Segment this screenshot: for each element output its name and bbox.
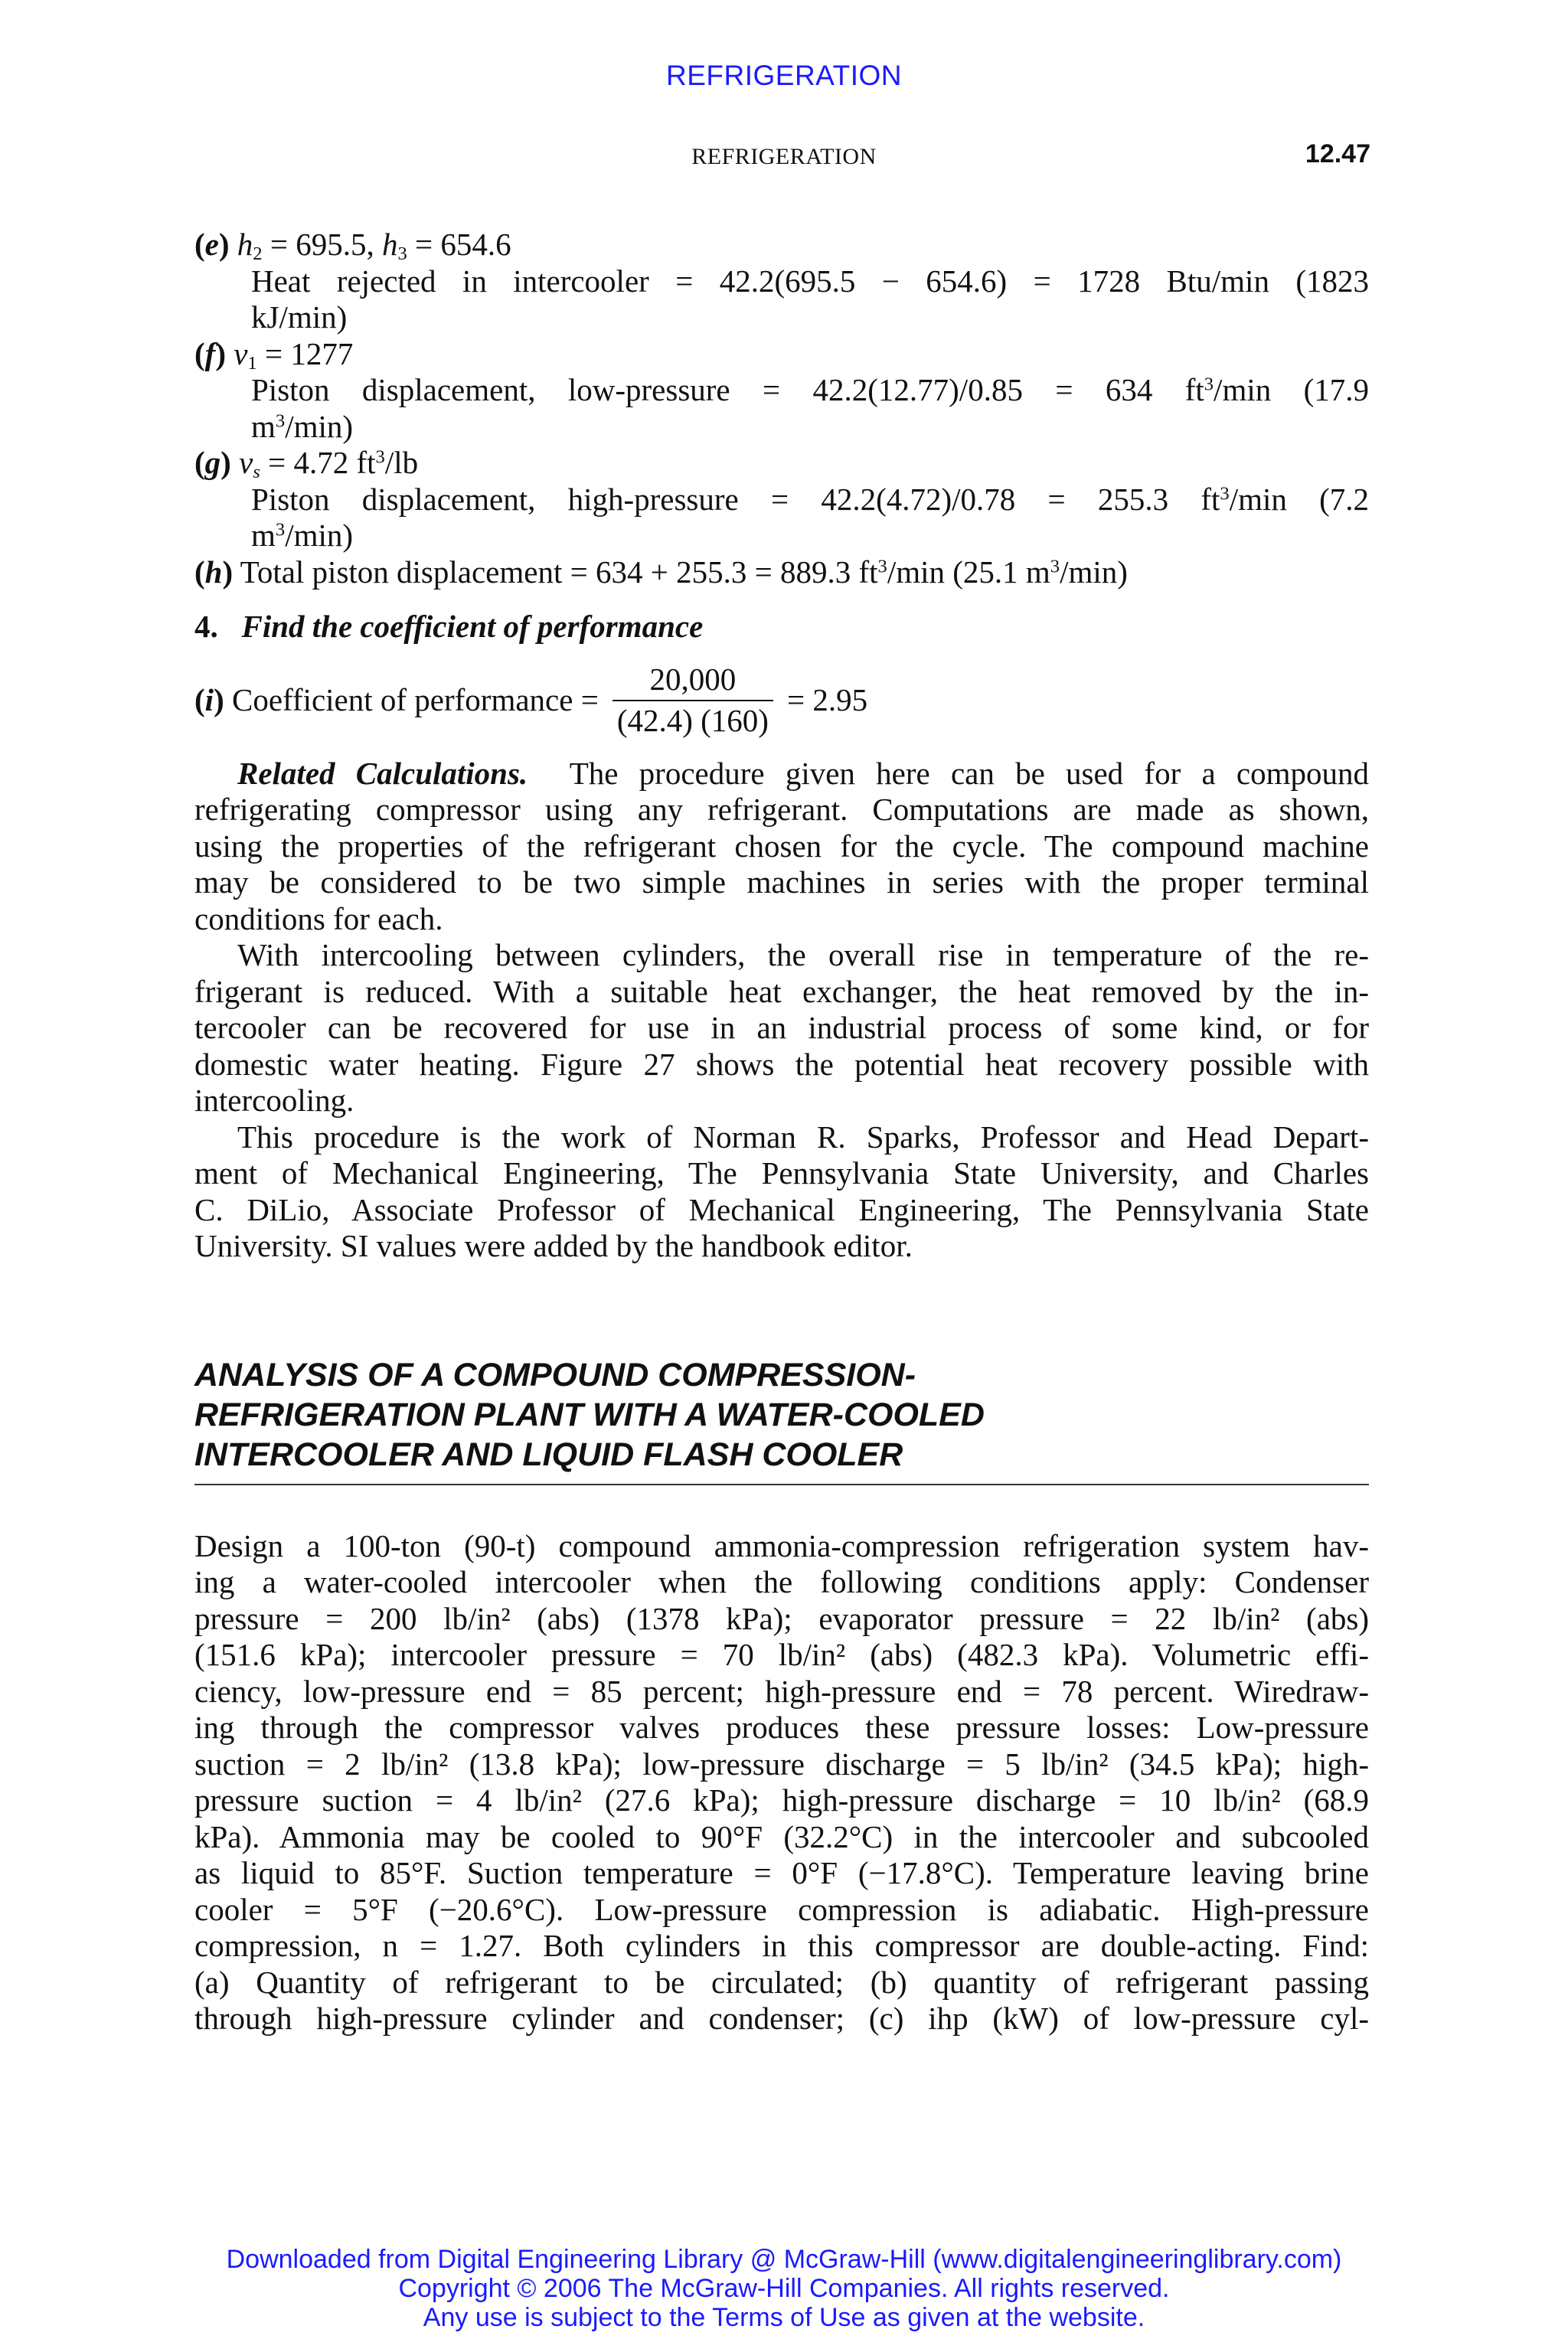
body-line: through high-pressure cylinder and condenser; (c) ihp (kW) of low-pressure cyl- (194, 2001, 1369, 2036)
related-p3-line: C. DiLio, Associate Professor of Mechanical Engineering, The Pennsylvania State (194, 1191, 1369, 1227)
footer-download-link[interactable]: Downloaded from Digital Engineering Library @ McGraw-Hill (www.digitalengineeringlibrary.com) (226, 2245, 1342, 2274)
step-g-line1: Piston displacement, high-pressure = 42.2(4.72)/0.78 = 255.3 $ft^3/\min$ (7.2 (251, 481, 1369, 517)
body-line: (151.6 kPa); intercooler pressure = 70 lb/in² (abs) (482.3 kPa). Volumetric effi- (194, 1637, 1369, 1672)
step-e-line2: kJ/min) (251, 299, 348, 335)
running-head: REFRIGERATION (691, 144, 877, 169)
section-title-line: INTERCOOLER AND LIQUID FLASH COOLER (194, 1436, 903, 1473)
related-p2-line: tercooler can be recovered for use in an industrial process of some kind, or for (194, 1010, 1369, 1045)
step-label: (h) (194, 554, 234, 590)
related-p3-line: University. SI values were added by the handbook editor. (194, 1228, 913, 1263)
body-line: compression, n = 1.27. Both cylinders in this compressor are double-acting. Find: (194, 1928, 1369, 1963)
related-p3-line: This procedure is the work of Norman R. Sparks, Professor and Head Depart- (237, 1119, 1369, 1155)
step-e-header: (e) $h_2 = 695.5$, $h_3 = 654.6$ (194, 227, 511, 265)
step-e-line1: Heat rejected in intercooler = 42.2(695.5 − 654.6) = 1728 Btu/min (1823 (251, 263, 1369, 299)
body-line: as liquid to 85°F. Suction temperature = 0°F (−17.8°C). Temperature leaving brine (194, 1855, 1369, 1890)
body-line: Design a 100-ton (90-t) compound ammonia-compression refrigeration system hav- (194, 1527, 1369, 1563)
footer (0, 2245, 1568, 2332)
body-line: pressure suction = 4 lb/in² (27.6 kPa); high-pressure discharge = 10 lb/in² (68.9 (194, 1782, 1369, 1818)
related-p1-line: using the properties of the refrigerant chosen for the cycle. The compound machine (194, 828, 1369, 864)
step-i: (i) Coefficient of performance = $\frac{20,000}{(42.4) (160)}$ = 2.95 (194, 662, 868, 738)
body-line: pressure = 200 lb/in² (abs) (1378 kPa); evaporator pressure = 22 lb/in² (abs) (194, 1600, 1369, 1636)
body-line: kPa). Ammonia may be cooled to 90°F (32.2°C) in the intercooler and subcooled (194, 1818, 1369, 1854)
related-heading: Related Calculations. (237, 755, 528, 791)
related-p1-line: conditions for each. (194, 900, 443, 936)
step-h: (h) Total piston displacement = 634 + 255.3 = 889.3 $ft^3/\min$ (25.1 $m^3/\min$) (194, 554, 1128, 590)
body-line: ing through the compressor valves produces these pressure losses: Low-pressure (194, 1710, 1369, 1745)
step-4-heading: 4. Find the coefficient of performance (194, 609, 704, 644)
step-label: (i) (194, 681, 224, 717)
step-g-line2: $m^3/\min$) (251, 518, 354, 553)
related-p2-line: intercooling. (194, 1083, 354, 1118)
body-line: (a) Quantity of refrigerant to be circulated; (b) quantity of refrigerant passing (194, 1964, 1369, 2000)
section-title (194, 1355, 1369, 1485)
related-p3-line: ment of Mechanical Engineering, The Pennsylvania State University, and Charles (194, 1155, 1369, 1191)
body-line: cooler = 5°F (−20.6°C). Low-pressure compression is adiabatic. High-pressure (194, 1891, 1369, 1927)
step-f-line2: $m^3/\min$) (251, 408, 354, 444)
step-f-line1: Piston displacement, low-pressure = 42.2(12.77)/0.85 = 634 $ft^3/\min$ (17.9 (251, 372, 1370, 407)
related-p1-line: refrigerating compressor using any refrigerant. Computations are made as shown, (194, 792, 1369, 827)
cop-denominator: (42.4) (160) (616, 702, 769, 738)
footer-copyright[interactable]: Copyright © 2006 The McGraw-Hill Companies. All rights reserved. (398, 2274, 1170, 2303)
related-p2-line: With intercooling between cylinders, the overall rise in temperature of the re- (237, 937, 1369, 972)
related-calculations (194, 756, 1369, 1265)
step-label: (f) (194, 335, 226, 371)
body-line: ciency, low-pressure end = 85 percent; high-pressure end = 78 percent. Wiredraw- (194, 1673, 1369, 1709)
section-title-line: REFRIGERATION PLANT WITH A WATER-COOLED (194, 1396, 985, 1433)
step-label: (e) (194, 227, 230, 262)
cop-fraction (612, 662, 773, 739)
step-label: (g) (194, 445, 231, 480)
footer-terms[interactable]: Any use is subject to the Terms of Use as given at the website. (423, 2303, 1145, 2332)
top-link[interactable]: REFRIGERATION (666, 60, 902, 91)
page-content (194, 227, 1369, 2037)
section-body (194, 1528, 1369, 2037)
body-line: suction = 2 lb/in² (13.8 kPa); low-pressure discharge = 5 lb/in² (34.5 kPa); high- (194, 1746, 1369, 1782)
related-p2-line: frigerant is reduced. With a suitable heat exchanger, the heat removed by the in- (194, 973, 1369, 1009)
page-number: 12.47 (1305, 139, 1370, 168)
step-g-header: (g) $v_s = 4.72$ $ft^3/lb$ (194, 445, 419, 483)
related-p2-line: domestic water heating. Figure 27 shows the potential heat recovery possible with (194, 1046, 1369, 1082)
section-title-line: ANALYSIS OF A COMPOUND COMPRESSION- (194, 1356, 916, 1393)
step-f-header: (f) $v_1 = 1277$ (194, 335, 354, 374)
cop-numerator: 20,000 (612, 662, 773, 701)
related-p1-line: Related Calculations. The procedure given here can be used for a compound (237, 755, 1369, 791)
related-p1-line: may be considered to be two simple machines in series with the proper terminal (194, 864, 1369, 900)
body-line: ing a water-cooled intercooler when the following conditions apply: Condenser (194, 1564, 1369, 1599)
